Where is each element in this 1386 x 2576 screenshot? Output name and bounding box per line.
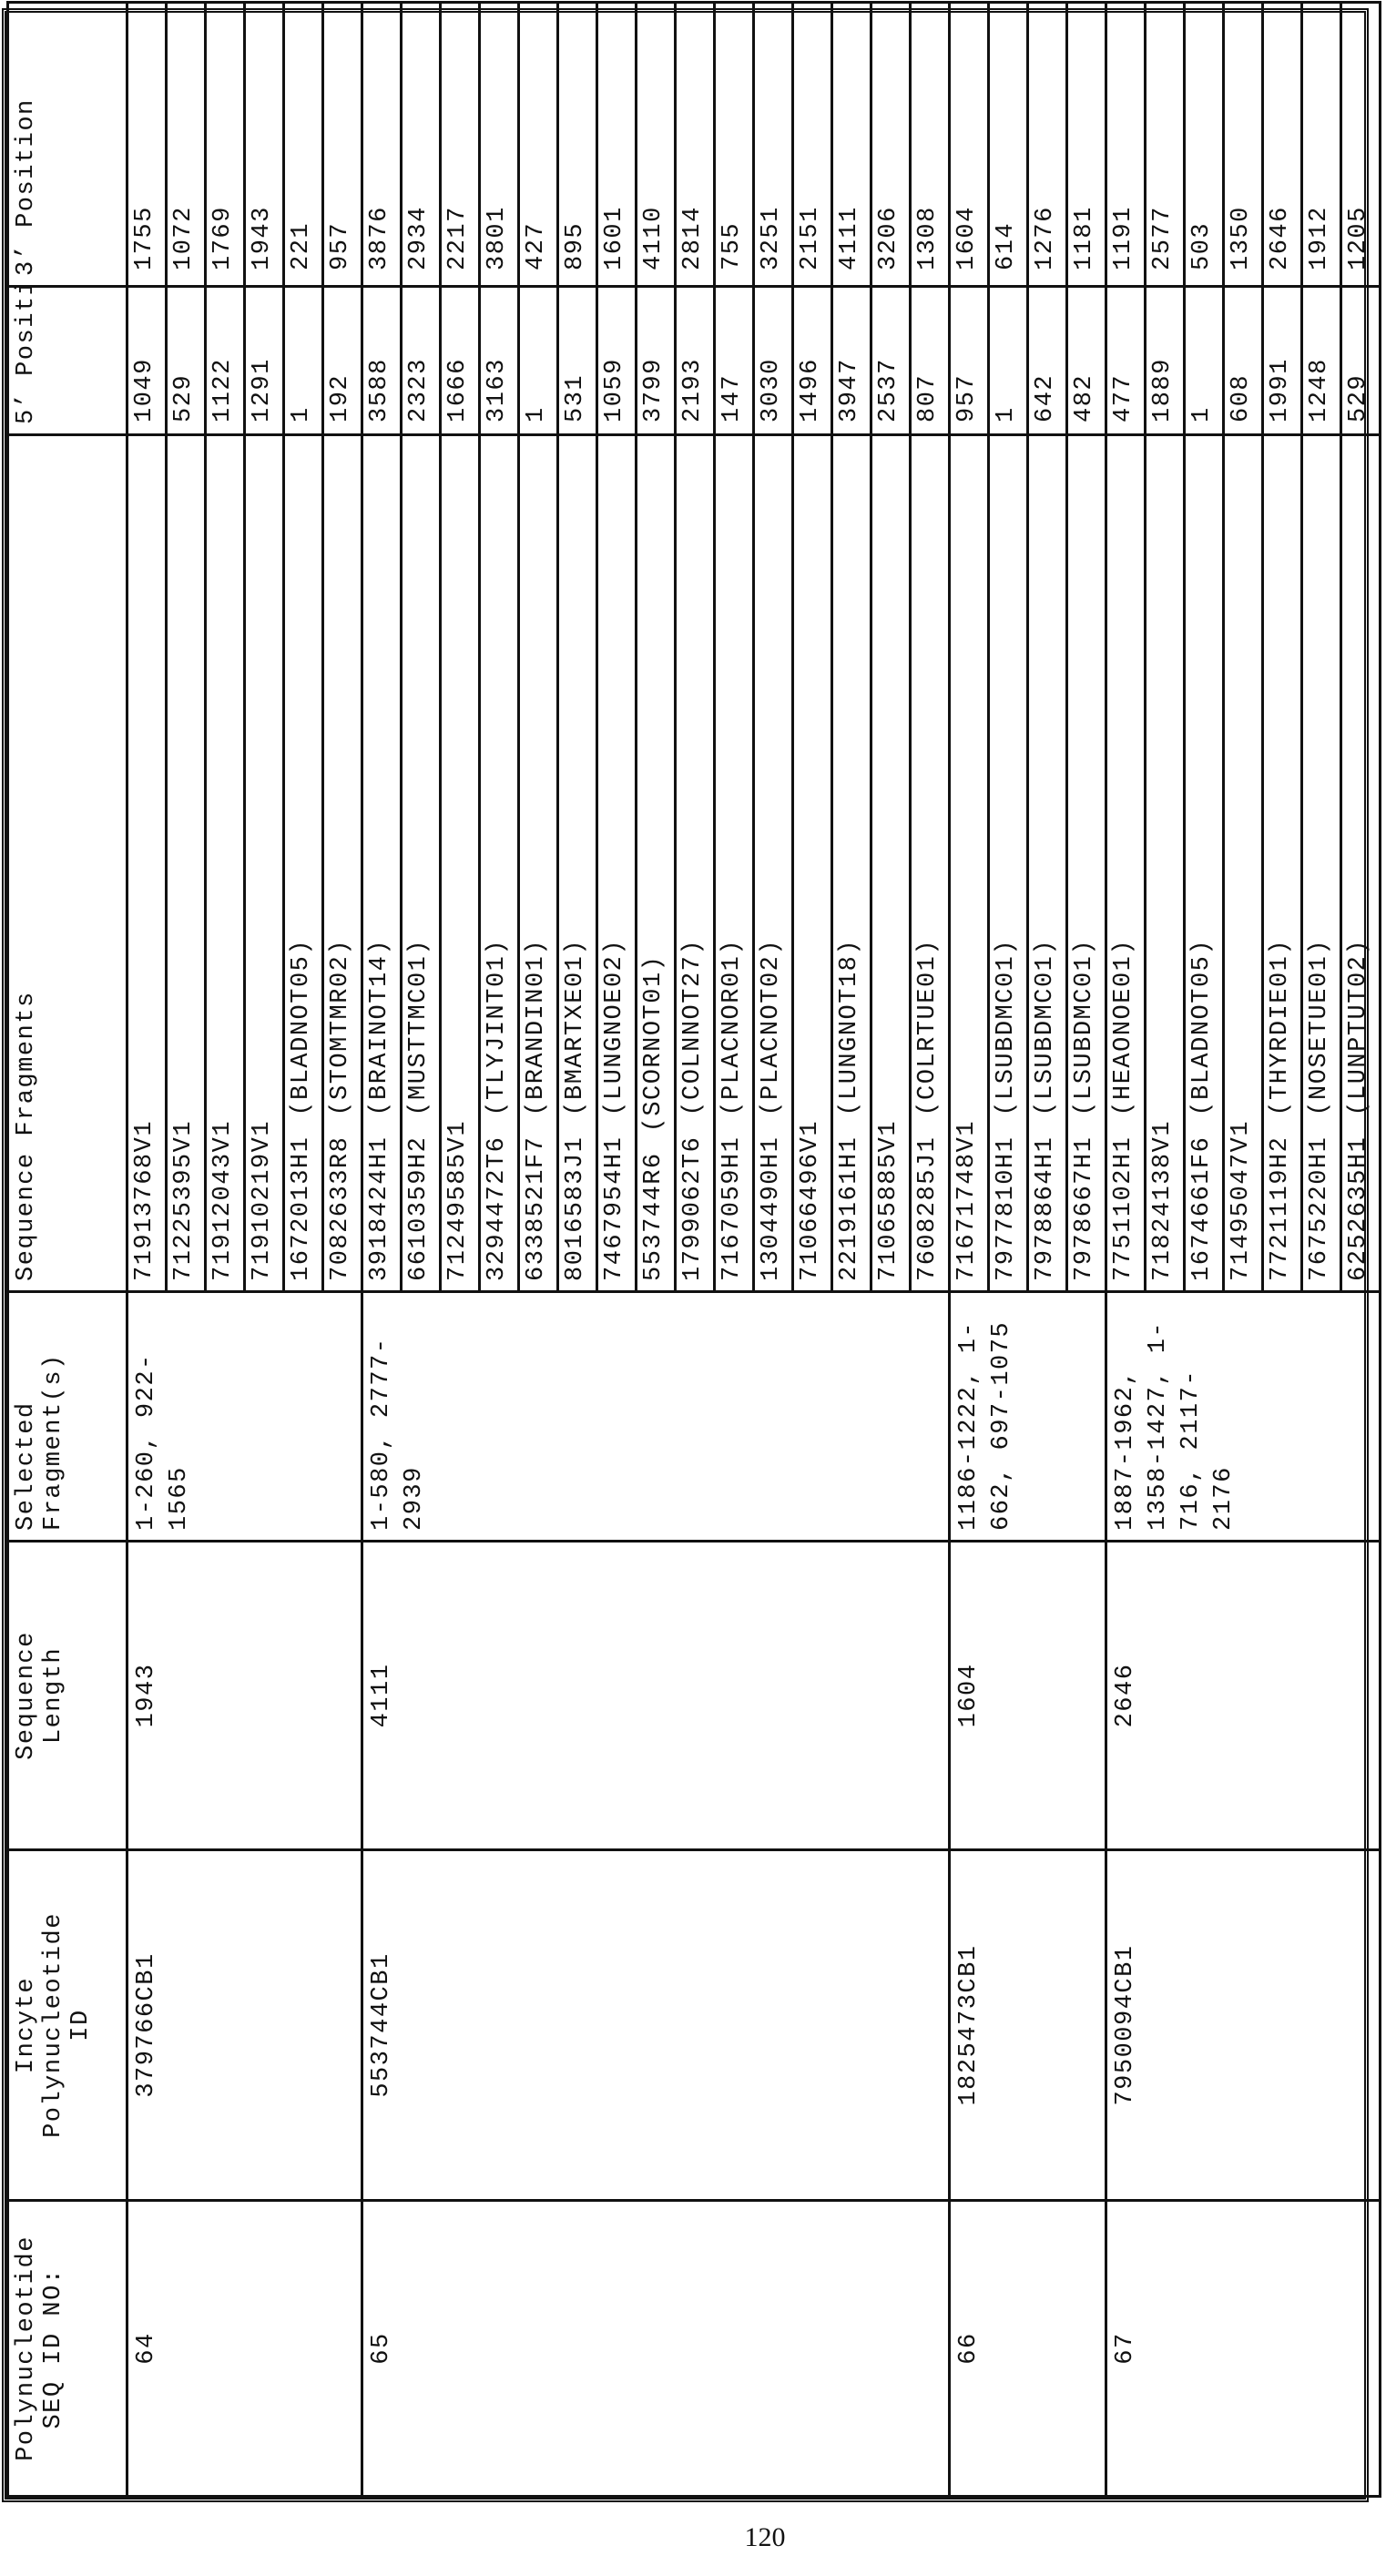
fragment-id: 7977810H1 bbox=[993, 1136, 1020, 1281]
fragment-cell bbox=[1302, 435, 1341, 1292]
start-position-cell: 1122 bbox=[206, 287, 245, 435]
selected-fragments-cell bbox=[362, 1292, 950, 1542]
selected-fragments-cell bbox=[1106, 1292, 1381, 1542]
end-position-cell: 1769 bbox=[206, 3, 245, 287]
header-line: Incyte bbox=[13, 1860, 40, 2190]
start-position-cell: 1 bbox=[989, 287, 1028, 435]
fragment-id: 3294472T6 bbox=[484, 1136, 511, 1281]
header-line: ID bbox=[67, 1860, 95, 2190]
fragment-library: (LSUBDMC01) bbox=[1032, 939, 1059, 1116]
fragment-library: (LUNGNOT18) bbox=[836, 939, 863, 1116]
header-line: Sequence bbox=[13, 1552, 40, 1839]
fragment-cell bbox=[245, 435, 284, 1292]
seq-id-cell: 65 bbox=[362, 2201, 950, 2497]
fragment-cell bbox=[480, 435, 519, 1292]
start-position-cell: 3163 bbox=[480, 287, 519, 435]
selected-fragment-line: 1565 bbox=[163, 1302, 196, 1531]
start-position-cell: 3588 bbox=[362, 287, 402, 435]
start-position-cell: 529 bbox=[167, 287, 206, 435]
fragment-cell bbox=[1263, 435, 1302, 1292]
header-3-position bbox=[8, 3, 127, 287]
start-position-cell: 1049 bbox=[127, 287, 167, 435]
start-position-cell: 1666 bbox=[441, 287, 480, 435]
header-line: 3’ Position bbox=[13, 13, 40, 276]
fragment-cell bbox=[323, 435, 362, 1292]
end-position-cell: 503 bbox=[1185, 3, 1224, 287]
fragment-library: (MUSTTMC01) bbox=[405, 939, 433, 1116]
start-position-cell: 3947 bbox=[832, 287, 871, 435]
start-position-cell: 2323 bbox=[402, 287, 441, 435]
start-position-cell: 608 bbox=[1224, 287, 1263, 435]
end-position-cell: 3251 bbox=[754, 3, 793, 287]
selected-fragment-line: 1-580, 2777- bbox=[365, 1302, 398, 1531]
end-position-cell: 755 bbox=[715, 3, 754, 287]
end-position-cell: 1943 bbox=[245, 3, 284, 287]
fragment-cell bbox=[127, 435, 167, 1292]
fragment-id: 2219161H1 bbox=[836, 1136, 863, 1281]
selected-fragment-line: 1-260, 922- bbox=[130, 1302, 163, 1531]
seq-id-cell: 67 bbox=[1106, 2201, 1381, 2497]
fragment-cell bbox=[676, 435, 715, 1292]
fragment-cell bbox=[284, 435, 323, 1292]
end-position-cell: 3876 bbox=[362, 3, 402, 287]
end-position-cell: 221 bbox=[284, 3, 323, 287]
end-position-cell: 2814 bbox=[676, 3, 715, 287]
fragment-id: 7608285J1 bbox=[914, 1136, 942, 1281]
fragment-library: (BRAINOT14) bbox=[366, 939, 393, 1116]
start-position-cell: 807 bbox=[911, 287, 950, 435]
sequence-length-cell: 2646 bbox=[1106, 1542, 1381, 1850]
sequence-length-cell: 1604 bbox=[950, 1542, 1106, 1850]
incyte-id-cell: 379766CB1 bbox=[127, 1850, 362, 2201]
fragment-id: 71671748V1 bbox=[953, 1120, 981, 1281]
end-position-cell: 1308 bbox=[911, 3, 950, 287]
fragment-cell bbox=[402, 435, 441, 1292]
selected-fragment-line: 2176 bbox=[1208, 1302, 1240, 1531]
fragment-cell bbox=[1224, 435, 1263, 1292]
start-position-cell: 1991 bbox=[1263, 287, 1302, 435]
incyte-id-cell: 7950094CB1 bbox=[1106, 1850, 1381, 2201]
start-position-cell: 482 bbox=[1067, 287, 1106, 435]
header-line: Sequence Fragments bbox=[13, 445, 40, 1281]
fragment-cell bbox=[1106, 435, 1146, 1292]
header-line: Polynucleotide bbox=[40, 1860, 67, 2190]
fragment-id: 6252635H1 bbox=[1345, 1136, 1372, 1281]
fragment-id: 7751102H1 bbox=[1110, 1136, 1137, 1281]
fragment-id: 7675220H1 bbox=[1306, 1136, 1333, 1281]
fragment-cell bbox=[1028, 435, 1067, 1292]
fragment-library: (THYRDIE01) bbox=[1267, 939, 1294, 1116]
fragment-id: 7978864H1 bbox=[1032, 1136, 1059, 1281]
fragment-id: 71495047V1 bbox=[1228, 1120, 1255, 1281]
fragment-library: (PLACNOR01) bbox=[718, 939, 746, 1116]
fragment-id: 1304490H1 bbox=[758, 1136, 785, 1281]
fragment-cell bbox=[558, 435, 597, 1292]
end-position-cell: 2577 bbox=[1146, 3, 1185, 287]
fragment-cell bbox=[167, 435, 206, 1292]
fragment-cell bbox=[1341, 435, 1381, 1292]
header-line: 5’ Position bbox=[13, 297, 40, 424]
page-number: 120 bbox=[729, 2522, 801, 2553]
start-position-cell: 147 bbox=[715, 287, 754, 435]
fragment-id: 71225395V1 bbox=[170, 1120, 198, 1281]
incyte-id-cell: 553744CB1 bbox=[362, 1850, 950, 2201]
incyte-id-cell: 1825473CB1 bbox=[950, 1850, 1106, 2201]
fragment-id: 7467954H1 bbox=[601, 1136, 628, 1281]
header-line: Length bbox=[40, 1552, 67, 1839]
start-position-cell: 531 bbox=[558, 287, 597, 435]
fragment-cell bbox=[950, 435, 989, 1292]
end-position-cell: 1205 bbox=[1341, 3, 1381, 287]
fragment-id: 8016583J1 bbox=[562, 1136, 589, 1281]
sequence-length-cell: 4111 bbox=[362, 1542, 950, 1850]
fragment-cell bbox=[362, 435, 402, 1292]
table-body bbox=[127, 3, 1381, 2497]
fragment-cell bbox=[1146, 435, 1185, 1292]
end-position-cell: 2151 bbox=[793, 3, 832, 287]
start-position-cell: 1059 bbox=[597, 287, 637, 435]
fragment-cell bbox=[832, 435, 871, 1292]
end-position-cell: 1191 bbox=[1106, 3, 1146, 287]
rotated-table-container bbox=[2, 8, 1369, 2502]
fragment-library: (COLRTUE01) bbox=[914, 939, 942, 1116]
start-position-cell: 1 bbox=[284, 287, 323, 435]
fragment-library: (BLADNOT05) bbox=[1188, 939, 1216, 1116]
fragment-library: (NOSETUE01) bbox=[1306, 939, 1333, 1116]
selected-fragment-line: 1186-1222, 1- bbox=[953, 1302, 985, 1531]
fragment-id: 71910219V1 bbox=[249, 1120, 276, 1281]
table-row bbox=[127, 3, 167, 2497]
header-sequence-fragments bbox=[8, 435, 127, 1292]
start-position-cell: 192 bbox=[323, 287, 362, 435]
selected-fragment-line: 1887-1962, bbox=[1109, 1302, 1142, 1531]
selected-fragment-line: 2939 bbox=[398, 1302, 431, 1531]
end-position-cell: 1601 bbox=[597, 3, 637, 287]
fragment-id: 3918424H1 bbox=[366, 1136, 393, 1281]
end-position-cell: 1276 bbox=[1028, 3, 1067, 287]
fragment-cell bbox=[597, 435, 637, 1292]
seq-id-cell: 64 bbox=[127, 2201, 362, 2497]
fragment-id: 6338521F7 bbox=[523, 1136, 550, 1281]
fragment-library: (BRANDIN01) bbox=[523, 939, 550, 1116]
fragment-cell bbox=[206, 435, 245, 1292]
end-position-cell: 2217 bbox=[441, 3, 480, 287]
end-position-cell: 1072 bbox=[167, 3, 206, 287]
header-row bbox=[8, 3, 127, 2497]
end-position-cell: 957 bbox=[323, 3, 362, 287]
fragment-library: (LUNGNOE02) bbox=[601, 939, 628, 1116]
fragment-library: (HEAONOE01) bbox=[1110, 939, 1137, 1116]
table-row bbox=[950, 3, 989, 2497]
end-position-cell: 1181 bbox=[1067, 3, 1106, 287]
header-selected-fragments bbox=[8, 1292, 127, 1542]
end-position-cell: 4111 bbox=[832, 3, 871, 287]
fragment-id: 71824138V1 bbox=[1149, 1120, 1177, 1281]
fragment-library: (PLACNOT02) bbox=[758, 939, 785, 1116]
fragment-id: 71249585V1 bbox=[444, 1120, 472, 1281]
header-5-position bbox=[8, 287, 127, 435]
fragment-cell bbox=[715, 435, 754, 1292]
end-position-cell: 3801 bbox=[480, 3, 519, 287]
table-row bbox=[1106, 3, 1146, 2497]
header-incyte-id bbox=[8, 1850, 127, 2201]
end-position-cell: 3206 bbox=[871, 3, 911, 287]
header-line: SEQ ID NO: bbox=[40, 2211, 67, 2486]
fragment-cell bbox=[519, 435, 558, 1292]
header-line: Selected bbox=[13, 1302, 40, 1531]
sequence-fragments-table bbox=[6, 1, 1381, 2498]
selected-fragments-cell bbox=[950, 1292, 1106, 1542]
end-position-cell: 2646 bbox=[1263, 3, 1302, 287]
fragment-cell bbox=[754, 435, 793, 1292]
fragment-id: 7721119H2 bbox=[1267, 1136, 1294, 1281]
fragment-library: (BMARTXE01) bbox=[562, 939, 589, 1116]
selected-fragment-line: 716, 2117- bbox=[1175, 1302, 1208, 1531]
fragment-cell bbox=[793, 435, 832, 1292]
end-position-cell: 1912 bbox=[1302, 3, 1341, 287]
end-position-cell: 4110 bbox=[637, 3, 676, 287]
fragment-id: 1799062T6 bbox=[679, 1136, 707, 1281]
selected-fragments-cell bbox=[127, 1292, 362, 1542]
start-position-cell: 529 bbox=[1341, 287, 1381, 435]
fragment-id: 7082633R8 bbox=[327, 1136, 354, 1281]
start-position-cell: 3799 bbox=[637, 287, 676, 435]
start-position-cell: 1889 bbox=[1146, 287, 1185, 435]
fragment-cell bbox=[1067, 435, 1106, 1292]
selected-fragment-line: 662, 697-1075 bbox=[985, 1302, 1018, 1531]
start-position-cell: 1248 bbox=[1302, 287, 1341, 435]
header-sequence-length bbox=[8, 1542, 127, 1850]
header-seq-id bbox=[8, 2201, 127, 2497]
start-position-cell: 1 bbox=[519, 287, 558, 435]
fragment-cell bbox=[989, 435, 1028, 1292]
fragment-id: 71066496V1 bbox=[797, 1120, 824, 1281]
table-row bbox=[362, 3, 402, 2497]
end-position-cell: 2934 bbox=[402, 3, 441, 287]
fragment-id: 6610359H2 bbox=[405, 1136, 433, 1281]
fragment-id: 7978667H1 bbox=[1071, 1136, 1098, 1281]
end-position-cell: 895 bbox=[558, 3, 597, 287]
sequence-length-cell: 1943 bbox=[127, 1542, 362, 1850]
fragment-cell bbox=[441, 435, 480, 1292]
fragment-id: 1674661F6 bbox=[1188, 1136, 1216, 1281]
end-position-cell: 427 bbox=[519, 3, 558, 287]
start-position-cell: 3030 bbox=[754, 287, 793, 435]
end-position-cell: 1755 bbox=[127, 3, 167, 287]
fragment-library: (TLYJINT01) bbox=[484, 939, 511, 1116]
end-position-cell: 1350 bbox=[1224, 3, 1263, 287]
fragment-library: (BLADNOT05) bbox=[288, 939, 315, 1116]
start-position-cell: 2537 bbox=[871, 287, 911, 435]
fragment-cell bbox=[637, 435, 676, 1292]
fragment-id: 71912043V1 bbox=[209, 1120, 237, 1281]
fragment-id: 1672013H1 bbox=[288, 1136, 315, 1281]
end-position-cell: 614 bbox=[989, 3, 1028, 287]
fragment-library: (SCORNOT01) bbox=[640, 955, 668, 1133]
start-position-cell: 642 bbox=[1028, 287, 1067, 435]
fragment-id: 71913768V1 bbox=[131, 1120, 158, 1281]
fragment-library: (COLNNOT27) bbox=[679, 939, 707, 1116]
selected-fragment-line: 1358-1427, 1- bbox=[1142, 1302, 1175, 1531]
start-position-cell: 1 bbox=[1185, 287, 1224, 435]
fragment-cell bbox=[1185, 435, 1224, 1292]
fragment-id: 7167059H1 bbox=[718, 1136, 746, 1281]
start-position-cell: 477 bbox=[1106, 287, 1146, 435]
header-line: Polynucleotide bbox=[13, 2211, 40, 2486]
fragment-cell bbox=[911, 435, 950, 1292]
start-position-cell: 1291 bbox=[245, 287, 284, 435]
end-position-cell: 1604 bbox=[950, 3, 989, 287]
fragment-library: (STOMTMR02) bbox=[327, 939, 354, 1116]
fragment-cell bbox=[871, 435, 911, 1292]
start-position-cell: 2193 bbox=[676, 287, 715, 435]
header-line: Fragment(s) bbox=[40, 1302, 67, 1531]
start-position-cell: 1496 bbox=[793, 287, 832, 435]
fragment-library: (LSUBDMC01) bbox=[1071, 939, 1098, 1116]
fragment-library: (LSUBDMC01) bbox=[993, 939, 1020, 1116]
start-position-cell: 957 bbox=[950, 287, 989, 435]
fragment-id: 553744R6 bbox=[640, 1152, 668, 1281]
seq-id-cell: 66 bbox=[950, 2201, 1106, 2497]
fragment-id: 71065885V1 bbox=[875, 1120, 902, 1281]
fragment-library: (LUNPTUT02) bbox=[1345, 939, 1372, 1116]
